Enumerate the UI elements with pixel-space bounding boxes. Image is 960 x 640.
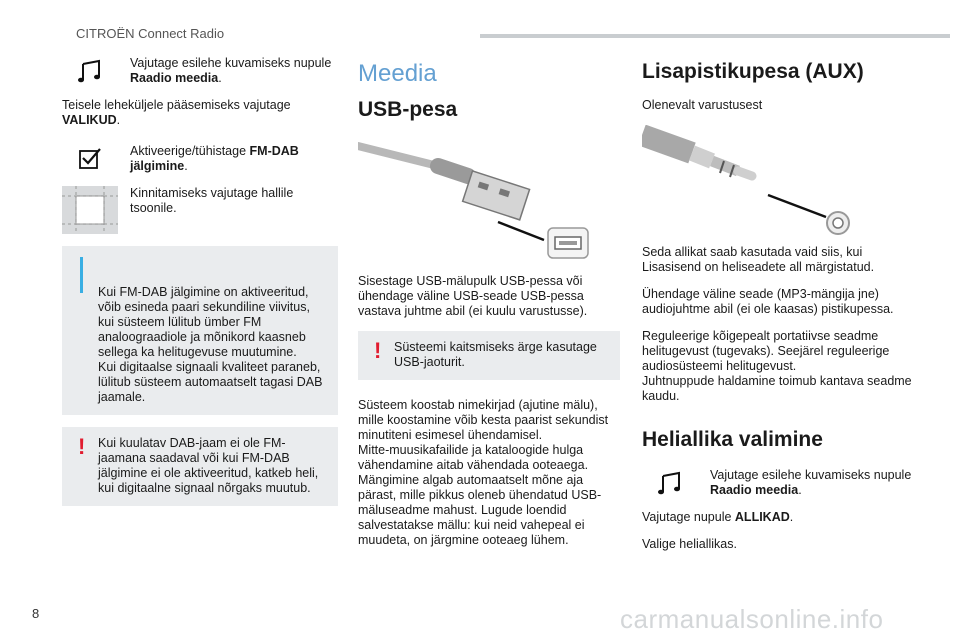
page-number: 8 bbox=[32, 606, 40, 621]
warning-icon: ! bbox=[374, 338, 382, 363]
grey-zone-icon bbox=[62, 186, 118, 234]
step-media-2: Vajutage esilehe kuvamiseks nupule Raadio meedia. bbox=[642, 468, 912, 498]
aux-subtitle: Olenevalt varustusest bbox=[642, 98, 763, 112]
aux-illustration bbox=[642, 125, 912, 245]
aux-p3: Reguleerige kõigepealt portatiivse seadme helitugevust (tugevaks). Seejärel reguleerige audiosüsteemi helitugevust. Juhtnuppude haldamine toimub kantava seadme kaudu. bbox=[642, 329, 912, 403]
usb-heading: USB-pesa bbox=[358, 98, 458, 121]
source-select-heading: Heliallika valimine bbox=[642, 428, 823, 451]
warning-icon: ! bbox=[78, 434, 86, 459]
next-page-text: Teisele leheküljele pääsemiseks vajutage VALIKUD. bbox=[62, 98, 291, 127]
jack-plug-icon bbox=[642, 125, 862, 245]
sources-step: Vajutage nupule ALLIKAD. bbox=[642, 510, 794, 524]
aux-heading: Lisapistikupesa (AUX) bbox=[642, 60, 864, 83]
running-header: CITROËN Connect Radio bbox=[76, 26, 225, 41]
usb-body-text: Süsteem koostab nimekirjad (ajutine mälu), mille koostamine võib kesta paarist sekundist minutiteni esimesel ühendamisel. Mitte-muusikafailide ja kataloogide hulga vähendamine aitab vähendada ooteaega. Mängimine algab automaatselt mõne aja pärast, mille pikkus oleneb ühendatud USB-mäluseadme mahust. Lugude loendid salvestatakse mällu: kui neid vahepeal ei muudeta, on järgmine ooteaeg lühem. bbox=[358, 398, 609, 547]
warning-box: ! Kui kuulatav DAB-jaam ei ole FM-jaamana saadaval või kui FM-DAB jälgimine ei ole aktiveeritud, katkeb heli, kui digitaalne signaal nõrgaks muutub. bbox=[62, 427, 338, 506]
watermark: carmanualsonline.info bbox=[620, 604, 884, 634]
step-confirm: Kinnitamiseks vajutage hallile tsoonile. bbox=[62, 186, 338, 234]
select-source-text: Valige heliallikas. bbox=[642, 537, 737, 551]
usb-illustration bbox=[358, 136, 620, 264]
step-fmdab: Aktiveerige/tühistage FM-DAB jälgimine. bbox=[62, 144, 338, 174]
music-note-icon bbox=[62, 56, 118, 84]
section-title: Meedia bbox=[358, 60, 437, 87]
column-middle bbox=[358, 56, 620, 560]
usb-instruction: Sisestage USB-mälupulk USB-pessa või ühendage väline USB-seade USB-pessa vastava juhtme abil (ei kuulu varustusse). bbox=[358, 274, 588, 318]
info-box: Kui FM-DAB jälgimine on aktiveeritud, võib esineda paari sekundiline viivitus, kui süsteem lülitub ümber FM analoograadiole ja mõnikord kaasneb sellega ka helitugevuse muutumine. Kui digitaalse signaali kvaliteet paraneb, lülitub süsteem automaatselt tagasi DAB jaamale. bbox=[62, 246, 338, 415]
column-left bbox=[62, 56, 338, 506]
step-media: Vajutage esilehe kuvamiseks nupule Raadio meedia. bbox=[62, 56, 338, 86]
aux-p1: Seda allikat saab kasutada vaid siis, kui Lisasisend on heliseadete all märgistatud. bbox=[642, 245, 875, 274]
checkbox-checked-icon bbox=[62, 144, 118, 170]
info-icon bbox=[80, 257, 83, 293]
column-right bbox=[642, 56, 912, 564]
music-note-icon bbox=[642, 468, 698, 496]
usb-warning-box: ! Süsteemi kaitsmiseks ärge kasutage USB-jaoturit. bbox=[358, 331, 620, 380]
header-bar bbox=[480, 34, 950, 38]
aux-p2: Ühendage väline seade (MP3-mängija jne) audiojuhtme abil (ei ole kaasas) pistikupessa. bbox=[642, 287, 894, 316]
usb-plug-icon bbox=[358, 136, 598, 264]
